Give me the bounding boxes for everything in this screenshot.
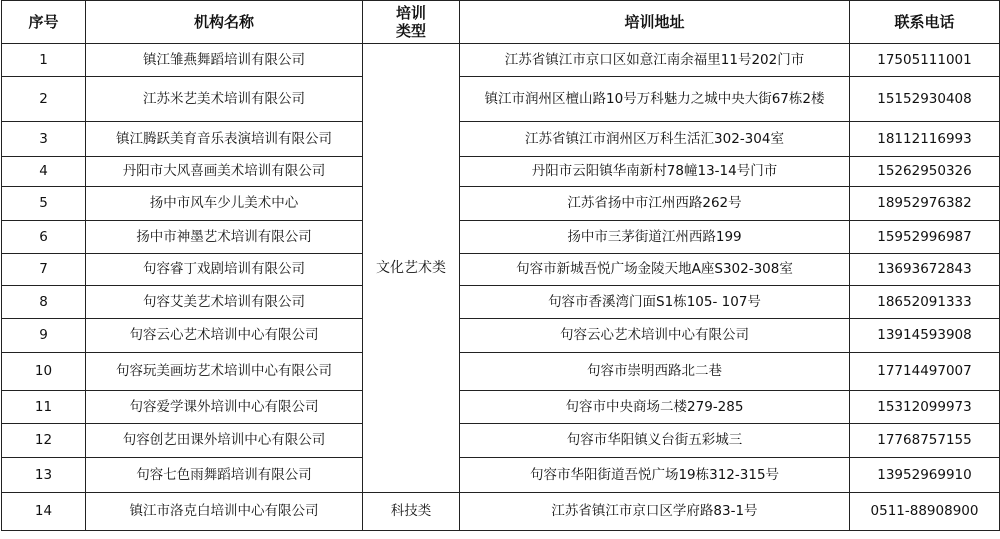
- table-row: [2, 221, 1000, 254]
- cell-phone: 13693672843: [850, 254, 1000, 286]
- cell-name: 镇江市洛克白培训中心有限公司: [86, 493, 363, 531]
- cell-phone: 17505111001: [850, 44, 1000, 77]
- table-row: [2, 187, 1000, 221]
- cell-address: 江苏省镇江市京口区如意江南余福里11号202门市: [460, 44, 850, 77]
- cell-address: 句容市香溪湾门面S1栋105- 107号: [460, 286, 850, 319]
- cell-no: 1: [2, 44, 86, 77]
- cell-address: 句容市华阳镇义台街五彩城三: [460, 424, 850, 458]
- cell-phone: 18952976382: [850, 187, 1000, 221]
- cell-phone: 0511-88908900: [850, 493, 1000, 531]
- header-address: 培训地址: [460, 1, 850, 44]
- cell-phone: 15952996987: [850, 221, 1000, 254]
- cell-type-arts: 文化艺术类: [363, 44, 460, 493]
- cell-address: 句容市新城吾悦广场金陵天地A座S302-308室: [460, 254, 850, 286]
- cell-no: 2: [2, 77, 86, 122]
- cell-address: 丹阳市云阳镇华南新村78幢13-14号门市: [460, 157, 850, 187]
- institution-table: [1, 0, 1000, 531]
- cell-address: 江苏省镇江市润州区万科生活汇302-304室: [460, 122, 850, 157]
- cell-name: 句容爱学课外培训中心有限公司: [86, 391, 363, 424]
- table-row: [2, 353, 1000, 391]
- cell-phone: 15152930408: [850, 77, 1000, 122]
- cell-no: 8: [2, 286, 86, 319]
- table-row: [2, 44, 1000, 77]
- cell-phone: 13914593908: [850, 319, 1000, 353]
- cell-no: 12: [2, 424, 86, 458]
- table-row: [2, 254, 1000, 286]
- cell-no: 6: [2, 221, 86, 254]
- cell-address: 镇江市润州区檀山路10号万科魅力之城中央大街67栋2楼: [460, 77, 850, 122]
- cell-address: 句容市崇明西路北二巷: [460, 353, 850, 391]
- table-row: [2, 458, 1000, 493]
- cell-no: 3: [2, 122, 86, 157]
- cell-no: 4: [2, 157, 86, 187]
- cell-no: 7: [2, 254, 86, 286]
- cell-address: 江苏省扬中市江州西路262号: [460, 187, 850, 221]
- header-phone: 联系电话: [850, 1, 1000, 44]
- cell-phone: 17714497007: [850, 353, 1000, 391]
- table-row: [2, 77, 1000, 122]
- cell-no: 9: [2, 319, 86, 353]
- header-row: [2, 1, 1000, 44]
- cell-no: 11: [2, 391, 86, 424]
- cell-address: 扬中市三茅街道江州西路199: [460, 221, 850, 254]
- cell-no: 14: [2, 493, 86, 531]
- cell-name: 句容睿丁戏剧培训有限公司: [86, 254, 363, 286]
- cell-name: 扬中市风车少儿美术中心: [86, 187, 363, 221]
- cell-name: 江苏米艺美术培训有限公司: [86, 77, 363, 122]
- cell-phone: 15312099973: [850, 391, 1000, 424]
- table-row: [2, 391, 1000, 424]
- cell-name: 句容云心艺术培训中心有限公司: [86, 319, 363, 353]
- cell-phone: 17768757155: [850, 424, 1000, 458]
- cell-phone: 15262950326: [850, 157, 1000, 187]
- cell-address: 江苏省镇江市京口区学府路83-1号: [460, 493, 850, 531]
- table-row: [2, 319, 1000, 353]
- header-no: 序号: [2, 1, 86, 44]
- cell-name: 镇江腾跃美育音乐表演培训有限公司: [86, 122, 363, 157]
- cell-address: 句容市中央商场二楼279-285: [460, 391, 850, 424]
- cell-name: 镇江雏燕舞蹈培训有限公司: [86, 44, 363, 77]
- cell-name: 句容玩美画坊艺术培训中心有限公司: [86, 353, 363, 391]
- cell-address: 句容市华阳街道吾悦广场19栋312-315号: [460, 458, 850, 493]
- cell-name: 句容创艺田课外培训中心有限公司: [86, 424, 363, 458]
- cell-name: 扬中市神墨艺术培训有限公司: [86, 221, 363, 254]
- cell-phone: 18112116993: [850, 122, 1000, 157]
- cell-no: 5: [2, 187, 86, 221]
- cell-no: 13: [2, 458, 86, 493]
- table-row: [2, 157, 1000, 187]
- cell-no: 10: [2, 353, 86, 391]
- table-row: [2, 493, 1000, 531]
- table-row: [2, 122, 1000, 157]
- cell-phone: 18652091333: [850, 286, 1000, 319]
- cell-name: 丹阳市大风喜画美术培训有限公司: [86, 157, 363, 187]
- header-name: 机构名称: [86, 1, 363, 44]
- cell-name: 句容艾美艺术培训有限公司: [86, 286, 363, 319]
- cell-address: 句容云心艺术培训中心有限公司: [460, 319, 850, 353]
- table-row: [2, 286, 1000, 319]
- cell-type-tech: 科技类: [363, 493, 460, 531]
- cell-name: 句容七色雨舞蹈培训有限公司: [86, 458, 363, 493]
- table-row: [2, 424, 1000, 458]
- cell-phone: 13952969910: [850, 458, 1000, 493]
- header-type: 培训 类型: [363, 1, 460, 44]
